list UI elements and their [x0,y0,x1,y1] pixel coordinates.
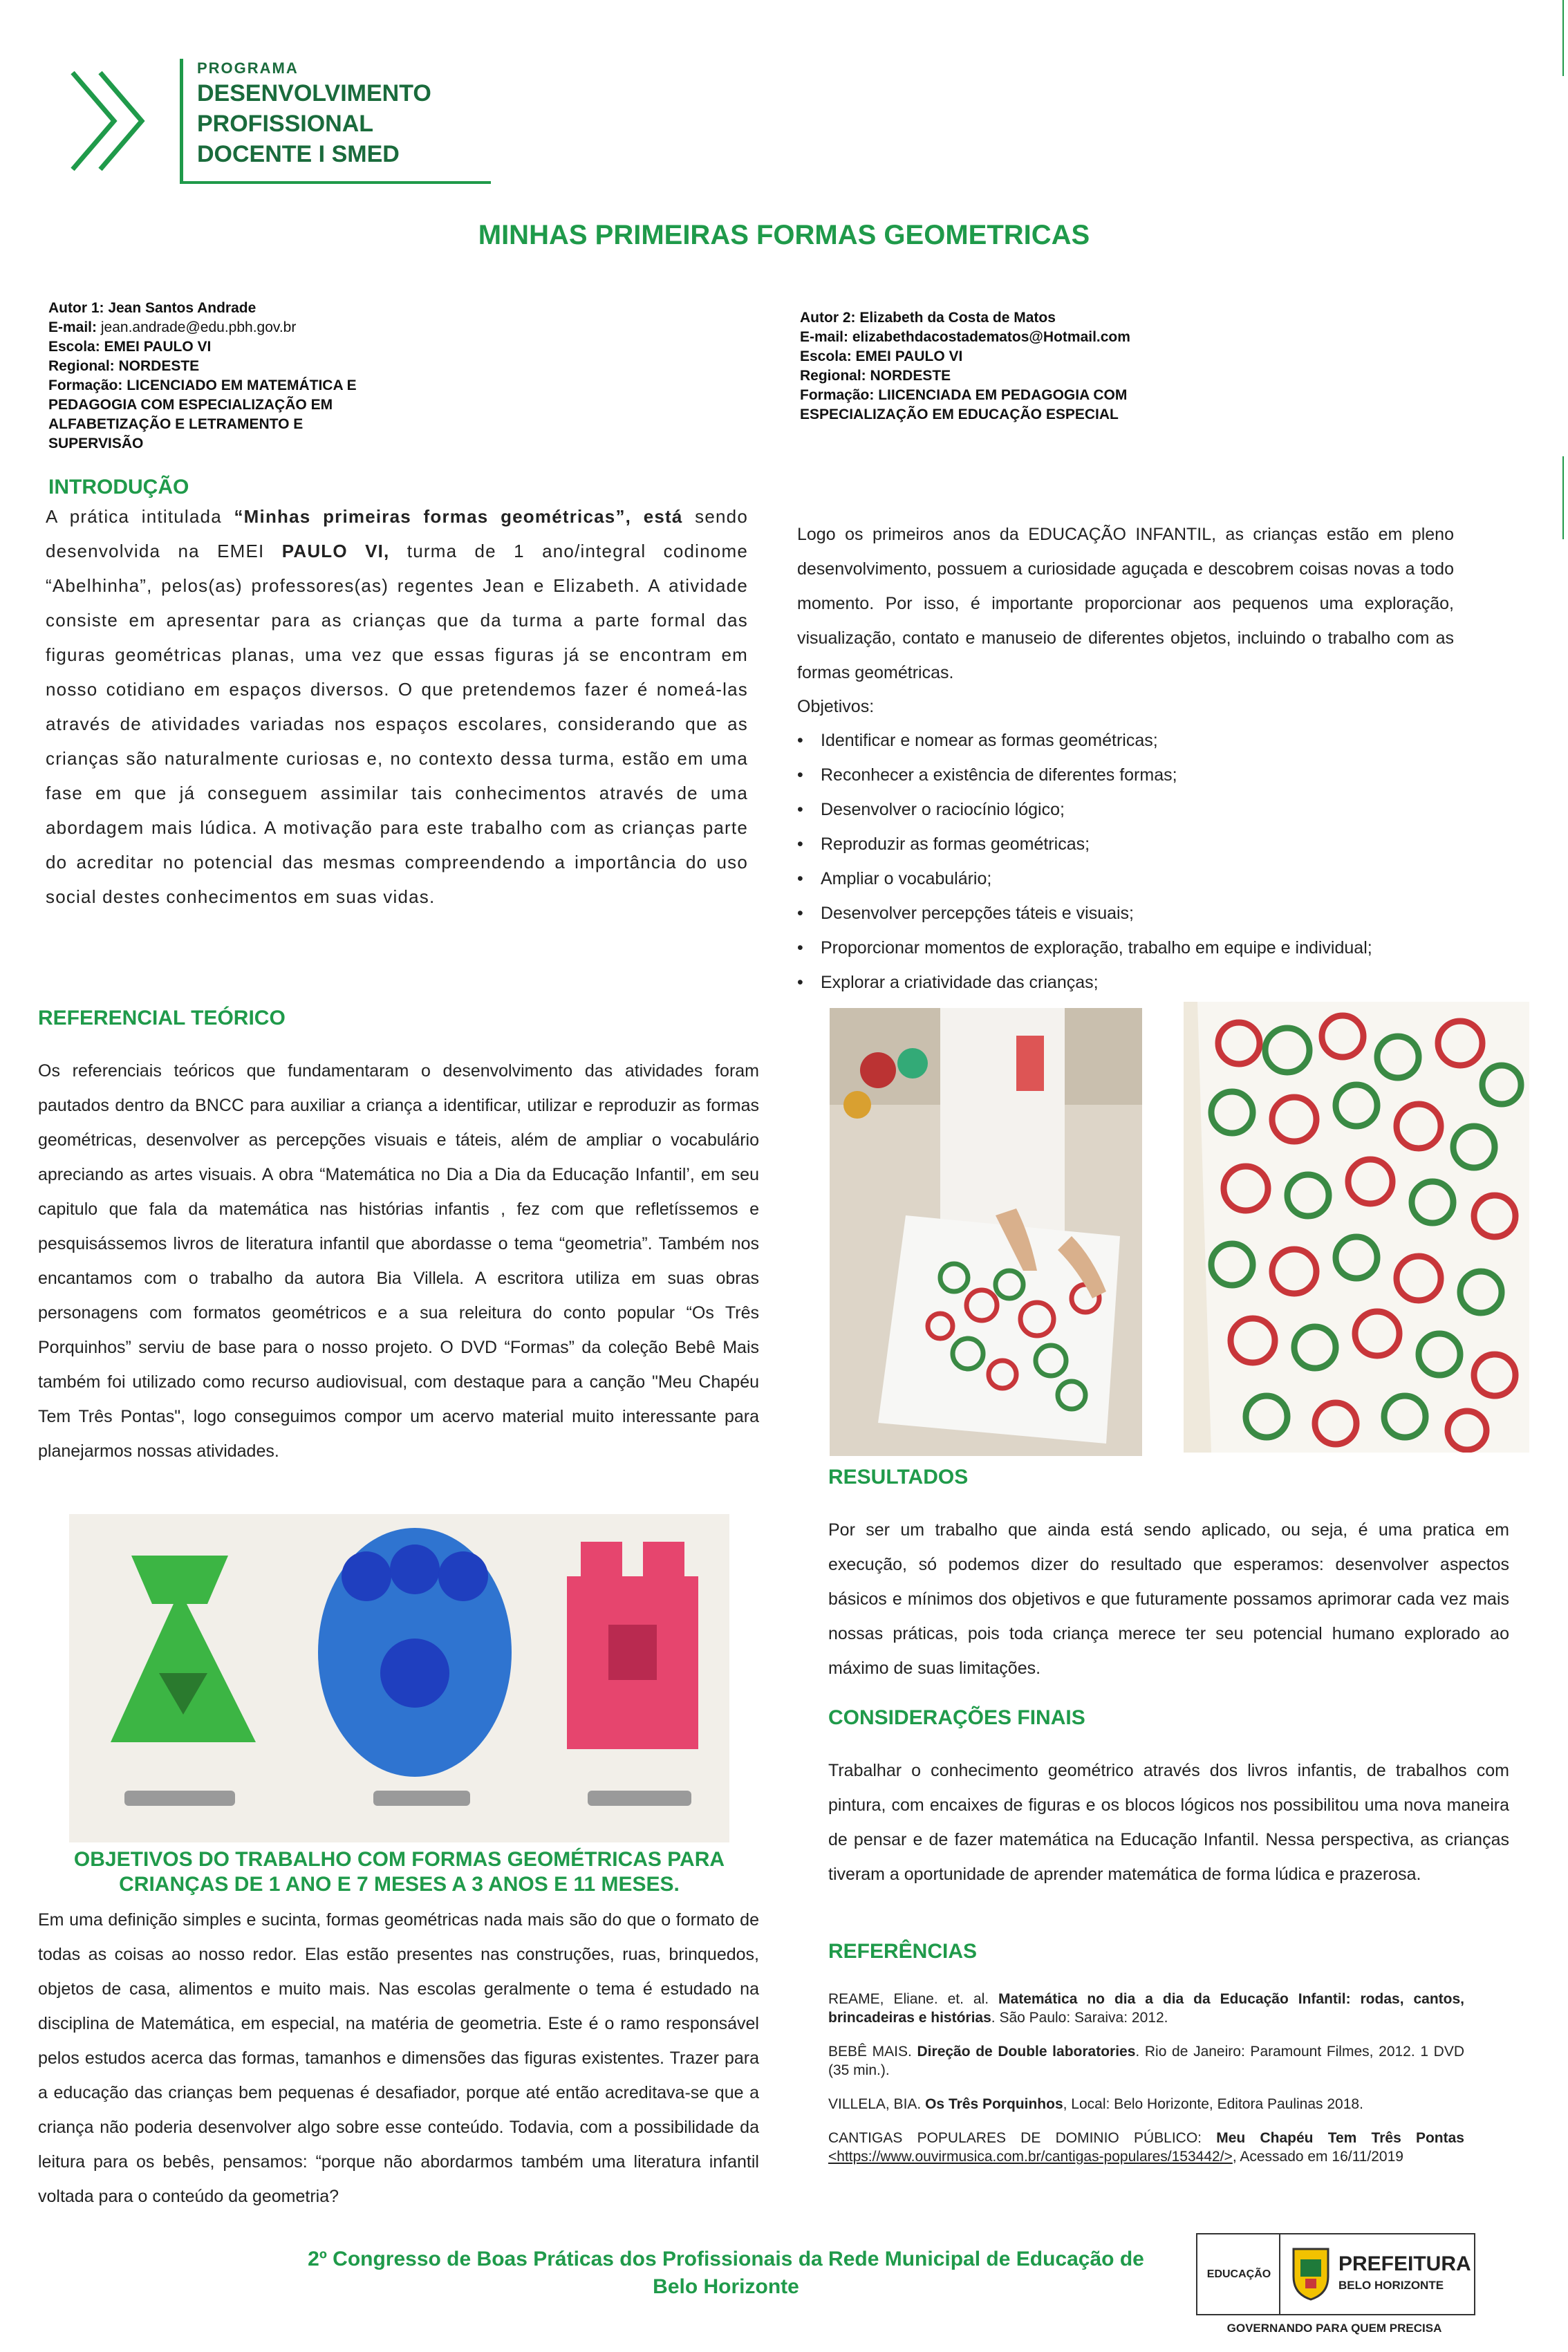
list-item: • Explorar a criatividade das crianças; [797,965,1454,1000]
author1-formation-4: SUPERVISÃO [48,436,144,451]
list-item: • Desenvolver percepções táteis e visuais; [797,896,1454,931]
education-badge [1196,2233,1280,2315]
intro-text-part: sendo desenvolvida na EMEI [46,506,748,561]
government-slogan: GOVERNANDO PARA QUEM PRECISA [1226,2322,1442,2335]
author1-formation-2: PEDAGOGIA COM ESPECIALIZAÇÃO EM [48,397,333,413]
intro-school-name: PAULO VI, [281,541,390,561]
prefeitura-label: PREFEITURA [1338,2252,1471,2275]
consideracoes-heading: CONSIDERAÇÕES FINAIS [828,1706,1085,1729]
author2-name: Autor 2: Elizabeth da Costa de Matos [800,310,1056,326]
reference-publication: . São Paulo: Saraiva: 2012. [991,2010,1168,2026]
blue-circle-character [318,1528,512,1777]
author1-formation-3: ALFABETIZAÇÃO E LETRAMENTO E [48,416,304,432]
author1-block [48,299,436,454]
logo-line-3: DOCENTE I SMED [197,141,400,167]
photo-child-painting-drawing [830,1008,1142,1456]
intro-text-part: turma de 1 ano/integral codinome “Abelhinha”, pelos(as) professores(as) regentes Jean e Elizabeth. A atividade consiste em apresentar para as crianças que da turma a parte formal das figuras geométricas planas, uma vez que essas figuras já se encontram em nosso cotidiano em espaços diversos. O que pretendemos fazer é nomeá-las através de atividades variadas nos espaços escolares, considerando que as crianças são naturalmente curiosas e, no contexto dessa turma, estão em uma fase em que já conseguem assimilar tais conhecimentos através de uma abordagem mais lúdica. A motivação para este trabalho com as crianças parte do acreditar no potencial das mesmas compreendendo a importância do uso social destes conhecimentos em suas vidas. [46,541,748,907]
logo-line-programa: PROGRAMA [197,59,299,77]
reference-title: Meu Chapéu Tem Três Pontas [1216,2130,1464,2146]
reference-author: REAME, Eliane. et. al. [828,1991,999,2007]
reference-item [828,2129,1464,2166]
author1-regional: Regional: NORDESTE [48,358,200,374]
reference-access-date: , Acessado em 16/11/2019 [1232,2149,1403,2165]
logo-underline [180,181,491,184]
intro-text [46,499,748,914]
list-item: • Desenvolver o raciocínio lógico; [797,792,1454,827]
city-coat-of-arms-icon [1290,2246,1332,2301]
logo-frame [180,59,189,183]
resultados-heading: RESULTADOS [828,1466,969,1488]
intro-practice-title: “Minhas primeiras formas geométricas”, está [234,506,683,527]
logo-line-2: PROFISSIONAL [197,111,374,137]
resultados-text: Por ser um trabalho que ainda está sendo aplicado, ou seja, é uma pratica em execução, só podemos dizer do resultado que esperamos: desenvolver aspectos básicos e mínimos dos objetivos e que futuramente possamos aprimorar cada vez mais nossas práticas, pois toda criança merece ter seu potencial humano explorado ao máximo de suas limitações. [828,1520,1509,1678]
list-item: • Reproduzir as formas geométricas; [797,827,1454,861]
belo-horizonte-label: BELO HORIZONTE [1338,2279,1444,2292]
author2-formation-1: Formação: LIICENCIADA EM PEDAGOGIA COM [800,387,1128,403]
objectives-label: Objetivos: [797,697,875,716]
author2-block [800,308,1229,424]
objectives-list [797,723,1454,1000]
reference-author: BEBÊ MAIS. [828,2044,917,2060]
footer-congress-text [207,2246,1244,2301]
prefeitura-badge [1279,2233,1475,2315]
logo-line-1: DESENVOLVIMENTO [197,80,431,106]
objetivos-heading-line-2: CRIANÇAS DE 1 ANO E 7 MESES A 3 ANOS E 11 MESES. [119,1873,680,1896]
author1-formation-1: Formação: LICENCIADO EM MATEMÁTICA E [48,377,357,393]
list-item: • Identificar e nomear as formas geométricas; [797,723,1454,758]
reference-link[interactable]: <https://www.ouvirmusica.com.br/cantigas-populares/153442/> [828,2149,1233,2165]
objetivos-trabalho-text: Em uma definição simples e sucinta, formas geométricas nada mais são do que o formato de todas as coisas ao nosso redor. Elas estão presentes nas construções, ruas, brinquedos, objetos de casa, alimentos e muito mais. Nas escolas geralmente o tema é estudado na disciplina de Matemática, em especial, na matéria de geometria. Este é o ramo responsável pelos estudos acerca das formas, tamanhos e dimensões das figuras existentes. Trazer para a educação das crianças bem pequenas é desafiador, porque até então acreditava-se que a criança não poderia desenvolver algo sobre esse conteúdo. Todavia, com a possibilidade da leitura para os bebês, pensamos: “porque não abordarmos também uma literatura infantil voltada para o conteúdo da geometria? [38,1910,759,2206]
reference-author: VILLELA, BIA. [828,2096,926,2112]
reference-item [828,2042,1464,2080]
author2-formation-2: ESPECIALIZAÇÃO EM EDUCAÇÃO ESPECIAL [800,407,1119,422]
poster-title: MINHAS PRIMEIRAS FORMAS GEOMETRICAS [478,220,1090,250]
author1-email: jean.andrade@edu.pbh.gov.br [100,319,297,335]
photo-painted-circles [1184,1002,1529,1453]
objetivos-trabalho-heading [38,1847,760,1897]
reference-title: Direção de Double laboratories [917,2044,1136,2060]
author2-email: E-mail: elizabethdacostadematos@Hotmail.com [800,329,1130,345]
right-intro-text: Logo os primeiros anos da EDUCAÇÃO INFANTIL, as crianças estão em pleno desenvolvimento, possuem a curiosidade aguçada e descobrem coisas novas a todo momento. Por isso, é importante proporcionar aos pequenos uma exploração, visualização, contato e manuseio de diferentes objetos, incluindo o trabalho com as formas geométricas. [797,525,1454,682]
reference-publication: , Local: Belo Horizonte, Editora Paulinas 2018. [1063,2096,1363,2112]
reference-item [828,1990,1464,2027]
reference-title: Matemática no dia a dia da Educação Infantil: rodas, cantos, brincadeiras e histórias [828,1991,1464,2026]
footer-line-1: 2º Congresso de Boas Práticas dos Profissionais da Rede Municipal de Educação de [308,2248,1144,2270]
author1-name: Autor 1: Jean Santos Andrade [48,300,256,316]
list-item: • Proporcionar momentos de exploração, trabalho em equipe e individual; [797,931,1454,965]
education-label: EDUCAÇÃO [1206,2268,1271,2280]
objetivos-heading-line-1: OBJETIVOS DO TRABALHO COM FORMAS GEOMÉTRICAS PARA [73,1848,725,1871]
book-characters-illustration [69,1514,729,1842]
chevron-logo-icon [66,66,162,176]
intro-text-part: A prática intitulada [46,506,234,527]
right-intro-section [797,517,1454,1000]
author1-email-label: E-mail: [48,319,97,335]
reference-title: Os Três Porquinhos [925,2096,1063,2112]
footer-line-2: Belo Horizonte [653,2275,799,2298]
referencias-heading: REFERÊNCIAS [828,1940,978,1963]
geometric-characters-drawing [69,1514,729,1842]
referencias-list [828,1990,1464,2181]
author2-school: Escola: EMEI PAULO VI [800,348,963,364]
referencial-heading: REFERENCIAL TEÓRICO [38,1007,286,1029]
reference-author: CANTIGAS POPULARES DE DOMINIO PÚBLICO: [828,2130,1217,2146]
edge-marker-top [1562,0,1564,76]
intro-heading: INTRODUÇÃO [48,476,189,498]
photo-painted-circles-drawing [1184,1002,1529,1453]
referencial-text: Os referenciais teóricos que fundamentaram o desenvolvimento das atividades foram pautados dentro da BNCC para auxiliar a criança a identificar, utilizar e reproduzir as formas geométricas, desenvolver as percepções visuais e táteis, além de ampliar o vocabulário apreciando as artes visuais. A obra “Matemática no Dia a Dia da Educação Infantil’, em seu capitulo que fala da matemática nas histórias infantis , fez com que refletíssemos e pesquisássemos livros de literatura infantil que abordasse o tema “geometria”. Também nos encantamos com o trabalho da autora Bia Villela. A escritora utiliza em suas obras personagens com formatos geométricos e a sua releitura do conto popular “Os Três Porquinhos” serviu de base para o nosso projeto. O DVD “Formas” da coleção Bebê Mais também foi utilizado como recurso audiovisual, com destaque para a canção "Meu Chapéu Tem Três Pontas", logo conseguimos compor um acervo material muito interessante para planejarmos nossas atividades. [38,1061,759,1461]
consideracoes-text: Trabalhar o conhecimento geométrico através dos livros infantis, de trabalhos com pintura, com encaixes de figuras e os blocos lógicos nos possibilitou uma nova maneira de pensar e de fazer matemática na Educação Infantil. Nessa perspectiva, as crianças tiveram a oportunidade de aprender matemática de forma lúdica e prazerosa. [828,1761,1509,1884]
author1-email-line [48,318,436,337]
author1-school: Escola: EMEI PAULO VI [48,339,212,355]
reference-item [828,2095,1464,2113]
footer-prefeitura-logo [1196,2233,1473,2344]
reference-publication: . Rio de Janeiro: Paramount Filmes, 2012. 1 DVD (35 min.). [828,2044,1465,2078]
logo-text [197,59,431,169]
list-item: • Ampliar o vocabulário; [797,861,1454,896]
program-logo [66,59,439,187]
list-item: • Reconhecer a existência de diferentes formas; [797,758,1454,792]
edge-marker-middle [1562,456,1564,539]
author2-regional: Regional: NORDESTE [800,368,951,384]
photo-child-painting [830,1008,1142,1456]
